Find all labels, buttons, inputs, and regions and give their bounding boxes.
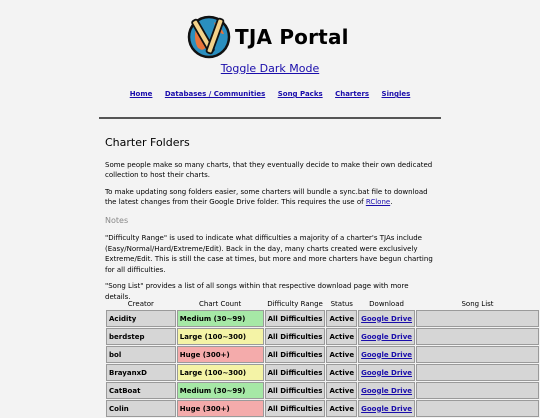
main-nav xyxy=(0,90,540,98)
song-list-cell xyxy=(416,310,539,327)
creator-cell: Acidity xyxy=(106,310,176,327)
table-row xyxy=(106,364,539,381)
note-difficulty-range: "Difficulty Range" is used to indicate what difficulties a majority of a charter's TJAs include (Easy/Normal/Hard/Extreme/Edit). Back in the day, many charts created were exclusively Extreme/Edit. This is still the case at times, but more and more charters have begun charting for all difficulties. xyxy=(105,234,433,274)
table-row xyxy=(106,346,539,363)
google-drive-link[interactable]: Google Drive xyxy=(361,332,413,341)
header-download: Download xyxy=(369,300,404,308)
chart-count-cell: Large (100~300) xyxy=(177,364,264,381)
nav-song-packs[interactable]: Song Packs xyxy=(277,90,323,98)
sync-text: To make updating song folders easier, some charters will bundle a sync.bat file to download the latest changes from their Google Drive folder. This requires the use of xyxy=(105,187,428,206)
main-content xyxy=(105,138,435,308)
song-list-cell xyxy=(416,400,539,417)
rclone-link[interactable]: RClone xyxy=(365,198,391,206)
difficulty-range-cell: All Difficulties xyxy=(265,346,326,363)
nav-charters[interactable]: Charters xyxy=(335,90,370,98)
status-cell: Active xyxy=(326,346,357,363)
download-cell[interactable] xyxy=(358,346,415,363)
sync-paragraph xyxy=(105,187,435,208)
creator-cell: berdstep xyxy=(106,328,176,345)
intro-paragraph: Some people make so many charts, that they eventually decide to make their own dedicated collection to host their charts. xyxy=(105,160,433,179)
table-row xyxy=(106,382,539,399)
header-difficulty-range: Difficulty Range xyxy=(267,300,323,308)
chart-count-cell: Huge (300+) xyxy=(177,400,264,417)
download-cell[interactable] xyxy=(358,364,415,381)
song-list-cell xyxy=(416,328,539,345)
google-drive-link[interactable]: Google Drive xyxy=(361,350,413,359)
song-list-cell xyxy=(416,346,539,363)
google-drive-link[interactable]: Google Drive xyxy=(361,386,413,395)
sync-text-end: . xyxy=(390,198,393,206)
header-chart-count: Chart Count xyxy=(199,300,242,308)
song-list-cell xyxy=(416,364,539,381)
download-cell[interactable] xyxy=(358,310,415,327)
difficulty-range-cell: All Difficulties xyxy=(265,400,326,417)
creator-cell: Colin xyxy=(106,400,176,417)
chart-count-cell: Huge (300+) xyxy=(177,346,264,363)
notes-heading: Notes xyxy=(105,215,129,225)
song-list-cell xyxy=(416,382,539,399)
nav-databases[interactable]: Databases / Communities xyxy=(164,90,266,98)
chart-count-cell: Medium (30~99) xyxy=(177,382,264,399)
table-header-row xyxy=(106,299,539,309)
note-song-list: "Song List" provides a list of all songs within that respective download page with more details. xyxy=(105,282,409,301)
table-row xyxy=(106,328,539,345)
toggle-dark-mode-link[interactable]: Toggle Dark Mode xyxy=(220,62,320,75)
page-title: Charter Folders xyxy=(105,136,190,149)
status-cell: Active xyxy=(326,328,357,345)
status-cell: Active xyxy=(326,310,357,327)
header-song-list: Song List xyxy=(461,300,494,308)
taiko-drum-logo-icon xyxy=(186,14,232,60)
difficulty-range-cell: All Difficulties xyxy=(265,364,326,381)
nav-home[interactable]: Home xyxy=(129,90,153,98)
site-logo[interactable] xyxy=(186,14,349,62)
status-cell: Active xyxy=(326,364,357,381)
status-cell: Active xyxy=(326,400,357,417)
download-cell[interactable] xyxy=(358,400,415,417)
header-status: Status xyxy=(330,300,353,308)
charter-table xyxy=(105,298,540,418)
creator-cell: bol xyxy=(106,346,176,363)
status-cell: Active xyxy=(326,382,357,399)
creator-cell: BrayanxD xyxy=(106,364,176,381)
download-cell[interactable] xyxy=(358,382,415,399)
download-cell[interactable] xyxy=(358,328,415,345)
header-creator: Creator xyxy=(127,300,154,308)
google-drive-link[interactable]: Google Drive xyxy=(361,404,413,413)
google-drive-link[interactable]: Google Drive xyxy=(361,314,413,323)
difficulty-range-cell: All Difficulties xyxy=(265,328,326,345)
site-header xyxy=(0,0,540,120)
nav-singles[interactable]: Singles xyxy=(381,90,411,98)
table-row xyxy=(106,400,539,417)
creator-cell: CatBoat xyxy=(106,382,176,399)
header-divider xyxy=(99,117,441,119)
google-drive-link[interactable]: Google Drive xyxy=(361,368,413,377)
table-row xyxy=(106,310,539,327)
chart-count-cell: Medium (30~99) xyxy=(177,310,264,327)
difficulty-range-cell: All Difficulties xyxy=(265,310,326,327)
site-title: TJA Portal xyxy=(235,25,349,49)
difficulty-range-cell: All Difficulties xyxy=(265,382,326,399)
chart-count-cell: Large (100~300) xyxy=(177,328,264,345)
